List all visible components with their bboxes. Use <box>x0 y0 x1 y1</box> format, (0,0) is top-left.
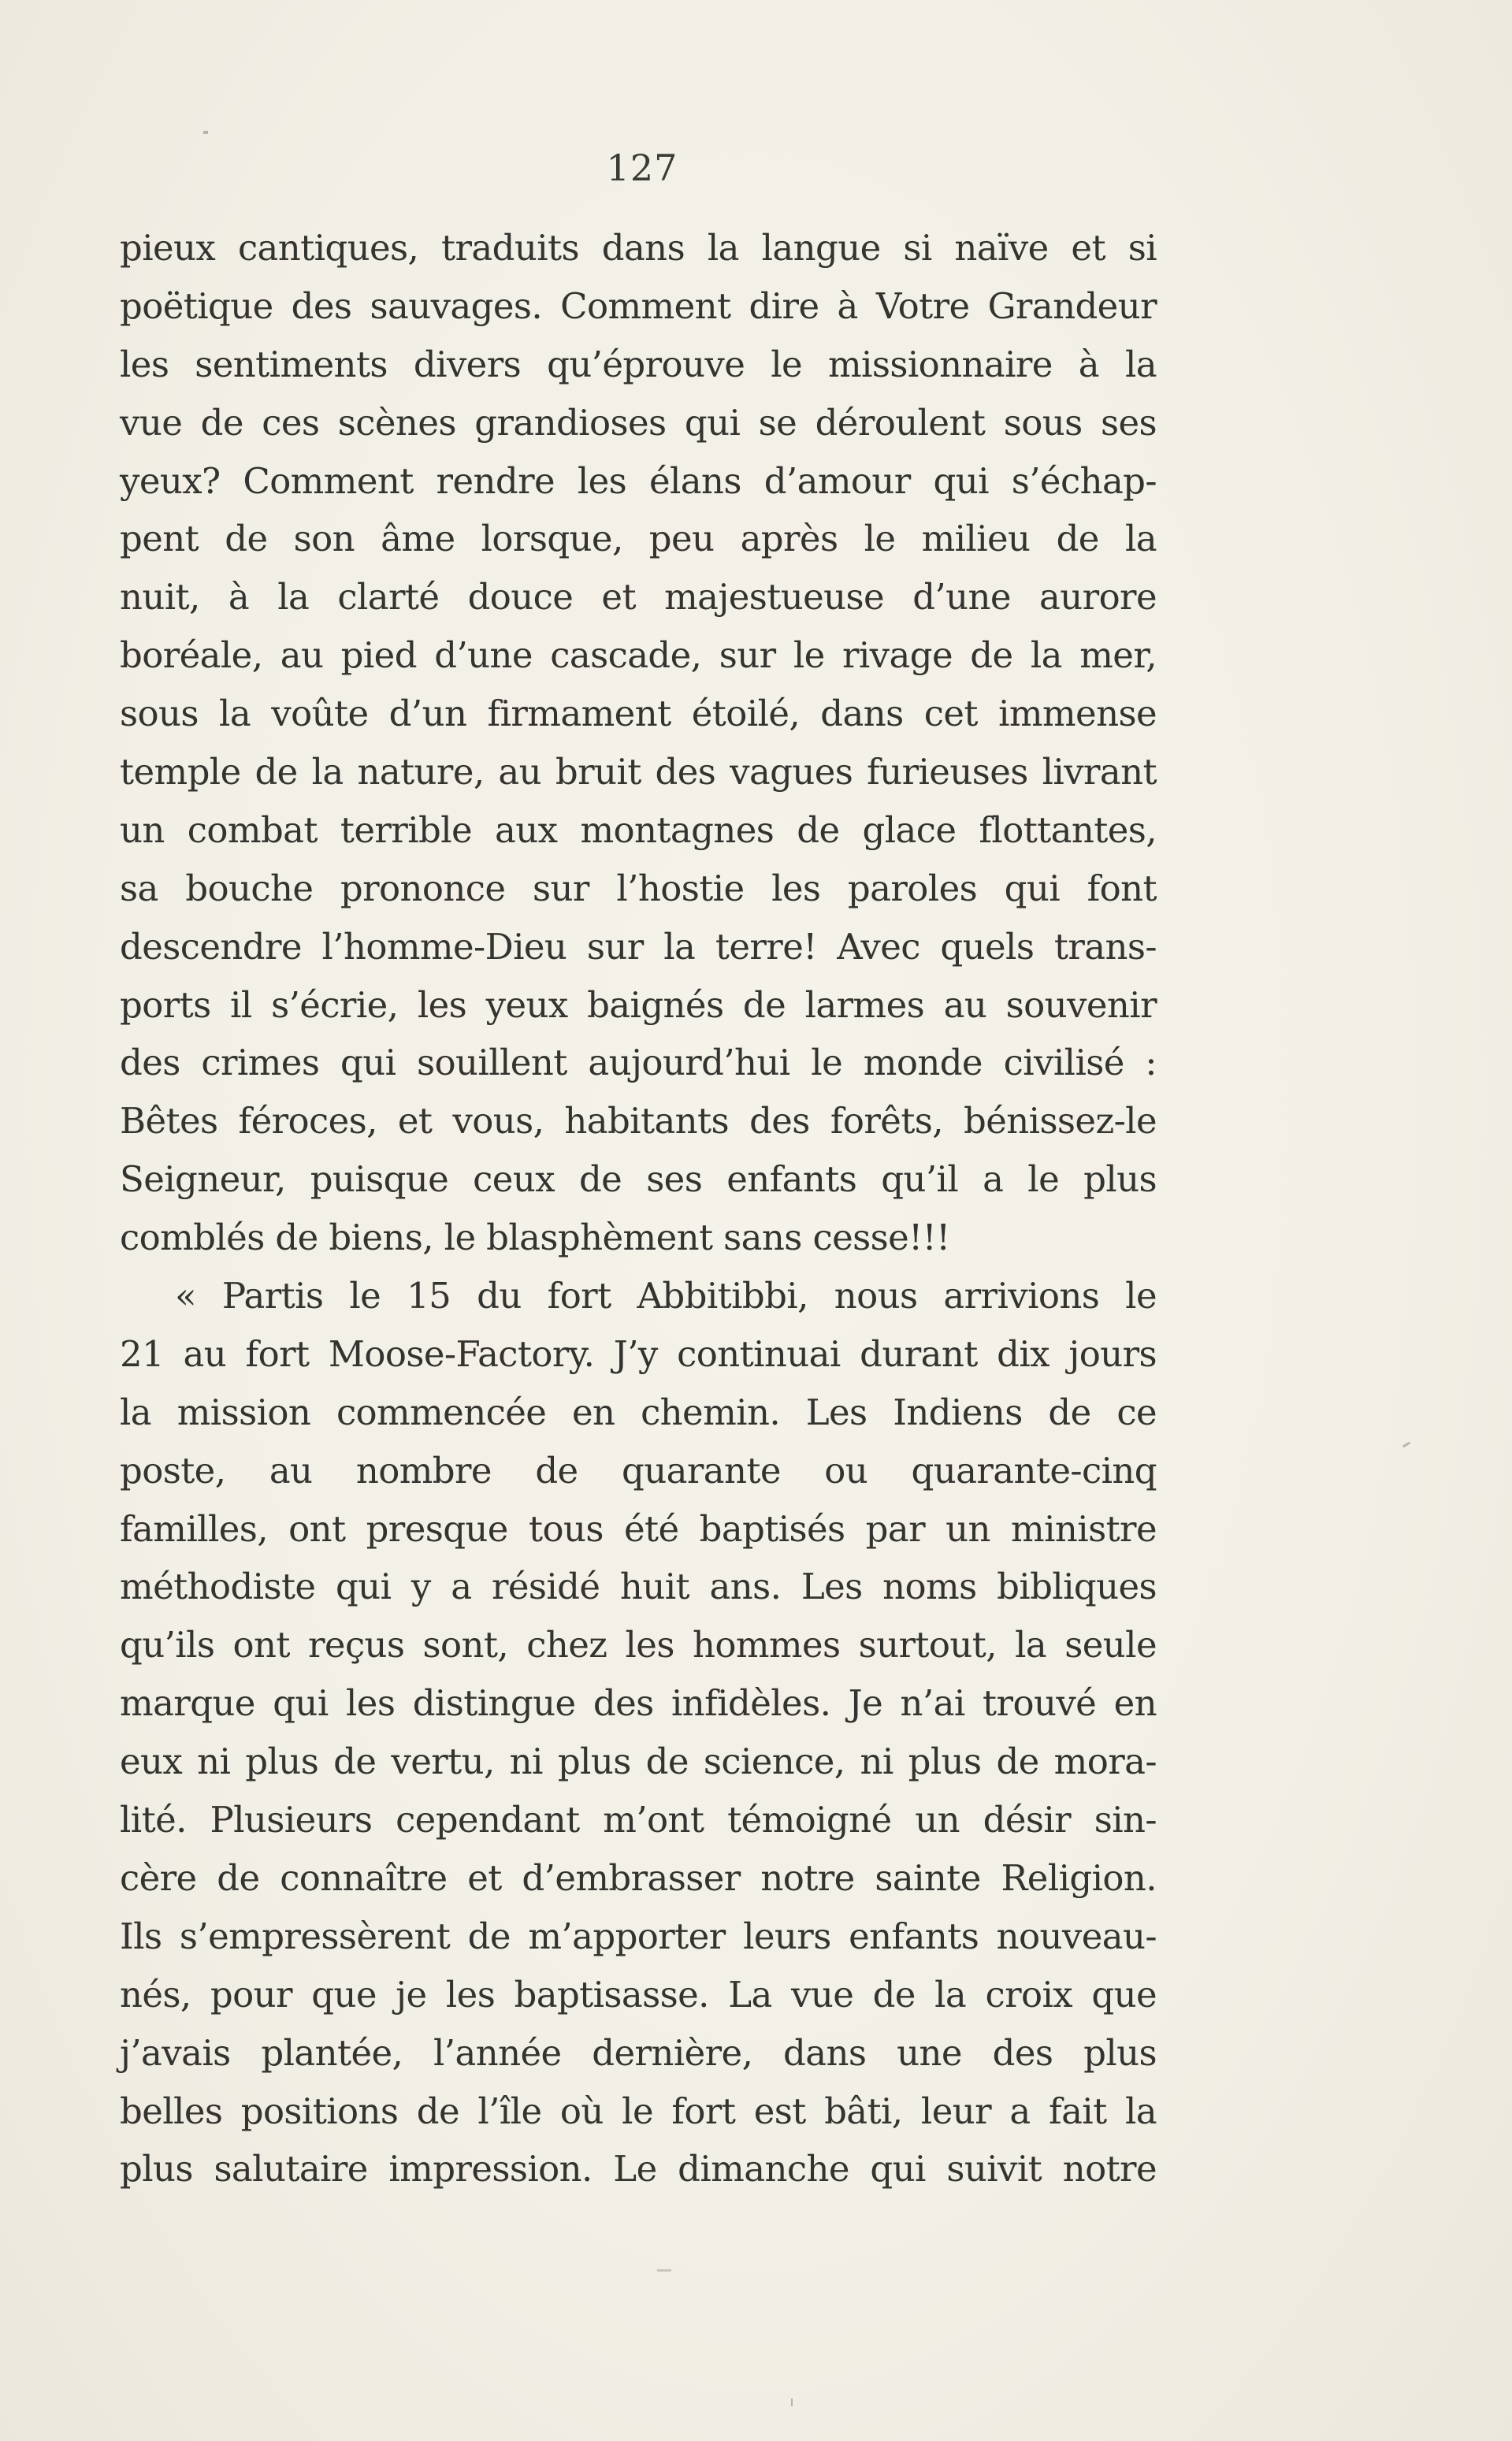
text-line: vue de ces scènes grandioses qui se déroulent sous ses <box>120 401 1157 444</box>
text-line: comblés de biens, le blasphèment sans cesse!!! <box>120 1217 950 1259</box>
text-line: boréale, au pied d’une cascade, sur le rivage de la mer, <box>120 634 1157 677</box>
page-number: 127 <box>606 147 678 189</box>
text-line: la mission commencée en chemin. Les Indiens de ce <box>120 1391 1157 1433</box>
text-line: poste, au nombre de quarante ou quarante-cinq <box>120 1449 1157 1492</box>
text-line: 21 au fort Moose-Factory. J’y continuai durant dix jours <box>120 1332 1157 1375</box>
text-line: nuit, à la clarté douce et majestueuse d’une aurore <box>120 576 1157 619</box>
text-line: Ils s’empressèrent de m’apporter leurs enfants nouveau- <box>120 1915 1157 1957</box>
text-line: plus salutaire impression. Le dimanche qui suivit notre <box>120 2148 1157 2190</box>
text-line: belles positions de l’île où le fort est bâti, leur a fait la <box>120 2090 1157 2132</box>
text-line: nés, pour que je les baptisasse. La vue de la croix que <box>120 1973 1157 2016</box>
body-text <box>120 219 1157 2198</box>
text-line: les sentiments divers qu’éprouve le missionnaire à la <box>120 343 1157 385</box>
text-line: Seigneur, puisque ceux de ses enfants qu’il a le plus <box>120 1158 1157 1201</box>
text-line: yeux? Comment rendre les élans d’amour qui s’échap- <box>120 459 1157 502</box>
text-line: descendre l’homme-Dieu sur la terre! Avec quels trans- <box>120 925 1157 968</box>
text-line: familles, ont presque tous été baptisés par un ministre <box>120 1507 1157 1550</box>
print-speck <box>657 2269 671 2272</box>
text-line: temple de la nature, au bruit des vagues furieuses livrant <box>120 751 1157 793</box>
text-line: eux ni plus de vertu, ni plus de science, ni plus de mora- <box>120 1741 1157 1783</box>
paragraph-start-line: « Partis le 15 du fort Abbitibbi, nous arrivions le <box>175 1275 1157 1317</box>
text-line: un combat terrible aux montagnes de glace flottantes, <box>120 808 1157 851</box>
text-line: sous la voûte d’un firmament étoilé, dans cet immense <box>120 693 1157 735</box>
print-speck <box>791 2398 793 2406</box>
text-line: Bêtes féroces, et vous, habitants des forêts, bénissez-le <box>120 1100 1157 1142</box>
text-line: ports il s’écrie, les yeux baignés de larmes au souvenir <box>120 983 1157 1026</box>
text-line: marque qui les distingue des infidèles. Je n’ai trouvé en <box>120 1682 1157 1725</box>
text-line: cère de connaître et d’embrasser notre sainte Religion. <box>120 1856 1157 1899</box>
text-line: pieux cantiques, traduits dans la langue si naïve et si <box>120 227 1157 269</box>
text-line: pent de son âme lorsque, peu après le milieu de la <box>120 518 1157 560</box>
text-line: des crimes qui souillent aujourd’hui le monde civilisé : <box>120 1042 1157 1084</box>
print-speck <box>1402 1442 1410 1448</box>
text-line: sa bouche prononce sur l’hostie les paroles qui font <box>120 867 1157 909</box>
text-line: méthodiste qui y a résidé huit ans. Les noms bibliques <box>120 1566 1157 1608</box>
print-speck <box>203 131 208 134</box>
text-line: j’avais plantée, l’année dernière, dans une des plus <box>120 2031 1157 2074</box>
text-line: lité. Plusieurs cependant m’ont témoigné un désir sin- <box>120 1799 1157 1841</box>
text-line: poëtique des sauvages. Comment dire à Votre Grandeur <box>120 284 1157 327</box>
text-line: qu’ils ont reçus sont, chez les hommes surtout, la seule <box>120 1624 1157 1666</box>
